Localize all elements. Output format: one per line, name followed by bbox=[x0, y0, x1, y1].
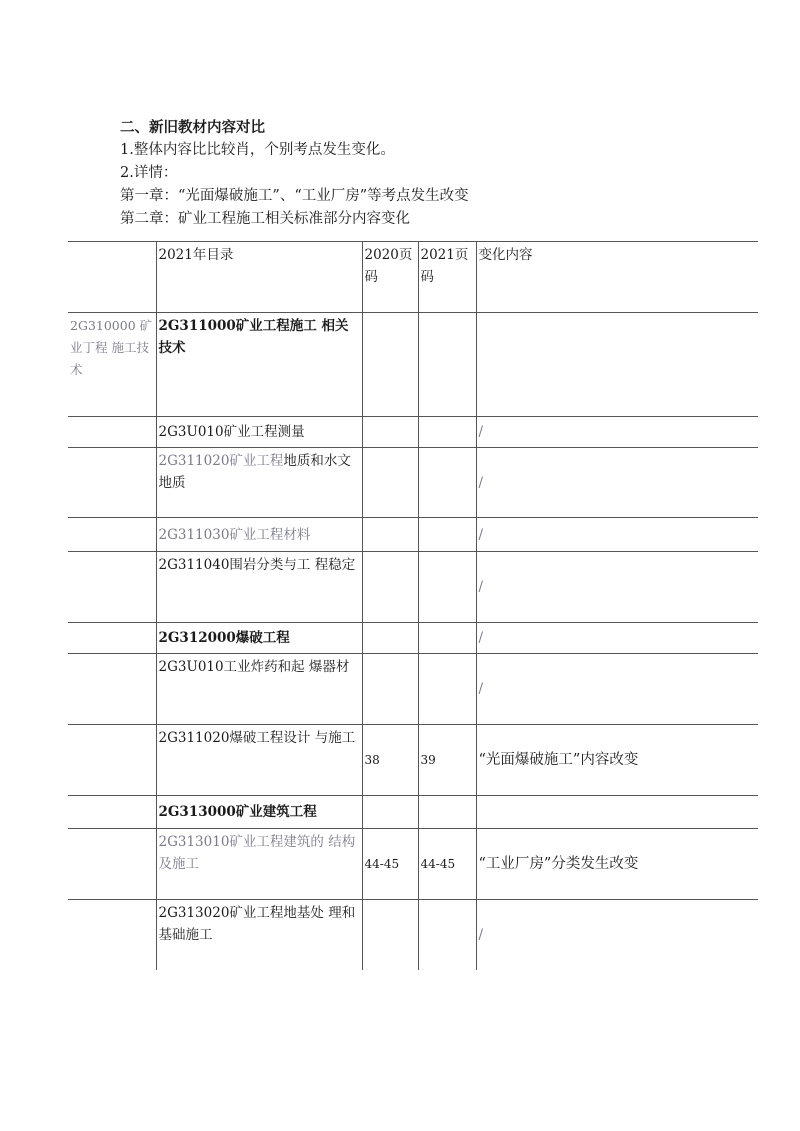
toc-cell: 2G313020矿业工程地基处 理和基础施工 bbox=[156, 900, 362, 970]
table-row bbox=[68, 725, 758, 796]
category-cell bbox=[68, 417, 156, 448]
change-cell: / bbox=[476, 417, 758, 448]
toc-cell bbox=[156, 518, 362, 552]
change-cell: / bbox=[476, 623, 758, 654]
page-2020-cell bbox=[362, 900, 418, 970]
header-cell-category bbox=[68, 242, 156, 313]
toc-cell: 2G312000爆破工程 bbox=[156, 623, 362, 654]
page-2020-cell: 38 bbox=[362, 725, 418, 796]
category-cell bbox=[68, 552, 156, 623]
change-cell: “工业厂房”分类发生改变 bbox=[476, 829, 758, 900]
toc-cell: 2G311040围岩分类与工 程稳定 bbox=[156, 552, 362, 623]
toc-code-text: 2G311020矿业工程 bbox=[158, 453, 284, 469]
page-2021-cell bbox=[418, 796, 476, 829]
comparison-table bbox=[68, 241, 758, 970]
table-row bbox=[68, 417, 758, 448]
change-cell bbox=[476, 796, 758, 829]
page-2021-cell bbox=[418, 448, 476, 518]
page-2020-cell bbox=[362, 313, 418, 417]
table-row bbox=[68, 552, 758, 623]
page-2020-cell bbox=[362, 552, 418, 623]
page-2020-cell bbox=[362, 796, 418, 829]
category-cell: 2G310000 矿业丁程 施工技术 bbox=[68, 313, 156, 417]
category-cell bbox=[68, 623, 156, 654]
page-2021-cell: 44-45 bbox=[418, 829, 476, 900]
page-2020-cell bbox=[362, 518, 418, 552]
category-cell bbox=[68, 829, 156, 900]
table-row bbox=[68, 796, 758, 829]
section-heading: 二、新旧教材内容对比 bbox=[120, 119, 265, 136]
header-cell-changes: 变化内容 bbox=[476, 242, 758, 313]
page-2021-cell bbox=[418, 518, 476, 552]
category-cell bbox=[68, 654, 156, 725]
category-cell bbox=[68, 518, 156, 552]
table-row bbox=[68, 313, 758, 417]
header-cell-2020-page: 2020页码 bbox=[362, 242, 418, 313]
change-cell: / bbox=[476, 518, 758, 552]
toc-cell: 2G3U010矿业工程测量 bbox=[156, 417, 362, 448]
change-cell: / bbox=[476, 552, 758, 623]
category-cell bbox=[68, 796, 156, 829]
table-row bbox=[68, 829, 758, 900]
page-2020-cell bbox=[362, 623, 418, 654]
table-row bbox=[68, 623, 758, 654]
intro-line-2: 2.详情： bbox=[120, 165, 178, 181]
header-cell-2021-toc: 2021年目录 bbox=[156, 242, 362, 313]
page-2021-cell bbox=[418, 417, 476, 448]
toc-cell: 2G313010矿业工程建筑的 结构及施工 bbox=[156, 829, 362, 900]
page-2021-cell bbox=[418, 654, 476, 725]
change-cell bbox=[476, 313, 758, 417]
page-2021-cell bbox=[418, 900, 476, 970]
table-row bbox=[68, 448, 758, 518]
header-cell-2021-page: 2021页码 bbox=[418, 242, 476, 313]
page-2020-cell: 44-45 bbox=[362, 829, 418, 900]
category-cell bbox=[68, 448, 156, 518]
toc-cell: 2G311020爆破工程设计 与施工 bbox=[156, 725, 362, 796]
change-cell: / bbox=[476, 654, 758, 725]
page-2021-cell bbox=[418, 313, 476, 417]
toc-cell: 2G313000矿业建筑工程 bbox=[156, 796, 362, 829]
toc-cell: 2G3U010工业炸药和起 爆器材 bbox=[156, 654, 362, 725]
toc-title-text: 地质和水文地质 bbox=[158, 453, 351, 491]
page-2021-cell: 39 bbox=[418, 725, 476, 796]
table-row bbox=[68, 518, 758, 552]
intro-line-4: 第二章：矿业工程施工相关标准部分内容变化 bbox=[120, 211, 410, 227]
change-cell: / bbox=[476, 448, 758, 518]
toc-title-text: 材料 bbox=[283, 526, 311, 543]
toc-cell: 2G311000矿业工程施工 相关技术 bbox=[156, 313, 362, 417]
page-2020-cell bbox=[362, 417, 418, 448]
toc-cell bbox=[156, 448, 362, 518]
page-2021-cell bbox=[418, 623, 476, 654]
page-2020-cell bbox=[362, 448, 418, 518]
intro-line-1: 1.整体内容比比较肖，个别考点发生变化。 bbox=[120, 142, 395, 158]
page-2021-cell bbox=[418, 552, 476, 623]
category-cell bbox=[68, 725, 156, 796]
page-2020-cell bbox=[362, 654, 418, 725]
table-header-row bbox=[68, 242, 758, 313]
table-row bbox=[68, 900, 758, 970]
change-cell: “光面爆破施工”内容改变 bbox=[476, 725, 758, 796]
table-row bbox=[68, 654, 758, 725]
category-cell bbox=[68, 900, 156, 970]
change-cell: / bbox=[476, 900, 758, 970]
toc-code-text: 2G311030矿业工程 bbox=[158, 526, 284, 543]
intro-section bbox=[120, 116, 720, 231]
intro-line-3: 第一章：“光面爆破施工”、“工业厂房”等考点发生改变 bbox=[120, 188, 469, 204]
